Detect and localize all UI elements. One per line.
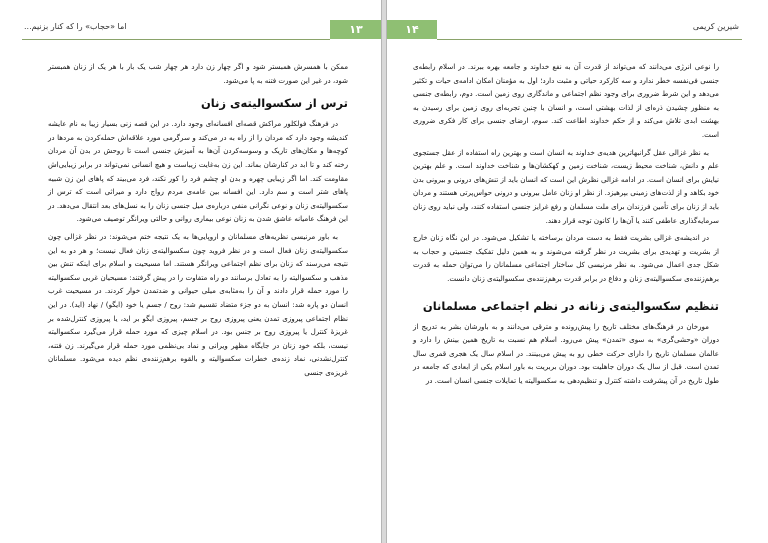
left-page-header: اما «حجاب» را که کنار بزنیم... [24,22,127,31]
left-header-rule [22,39,330,40]
right-paragraph-1: را نوعی انرژی می‌دانند که می‌تواند از قدرت آن به نفع خداوند و جامعه بهره ببرند. در اسلام رابطه‌ی جنسی فی‌نفسه خطر ندارد و سه کارکرد حیاتی و مثبت دارد؛ اول به مؤمنان امکان ادامه‌ی حیات و تکثیر می‌دهد و این شرط ضروری برای وجود نظم اجتماعی و ماندگاری روی زمین است. دوم، رابطه‌ی جنسی به منظور چشیدن ذره‌ای از لذات بهشتی است، و انسان با چنین تجربه‌ای روی زمین برای رسیدن به بهشت ابدی تلاش می‌کند و از حکم خداوند اطاعت کند. سوم، ارضای جنسی برای کار فکری ضروری است. [413,62,719,139]
left-paragraph-2: به باور مرنیسی نظریه‌های مسلمانان و اروپایی‌ها به یک نتیجه ختم می‌شوند: در نظر غزالی چون سکسوالیته‌ی زنان فعال است و در نظر فروید چون سکسوالیته‌ی زنان فعال نیست؛ و هر دو به این نتیجه می‌رسند که زنان برای نظم اجتماعی ویرانگر هستند. اما مسیحیت و اسلام برای اینکه تنش بین مذهب و سکسوالیته را به تعادل برسانند دو راه متفاوت را در پیش گرفتند: مسیحیان غربی سکسوالیته را مورد حمله قرار دادند و آن را به‌مثابه‌ی میلی حیوانی و ضدتمدن خوار کردند. در مسیحیت غرب انسان دو پاره شد: انسان به دو جزء متضاد تقسیم شد: روح / جسم یا خود (ایگو) / نهاد (اید). در این نظام اجتماعی پیروزی تمدن یعنی پیروزی روح بر جسم، پیروزی ایگو بر اید، یا پیروزی کنترل‌شده بر غریزهٔ کنترل یا پیروزی روح بر جنس بود. در اسلام چیزی که مورد حمله قرار می‌گیرد سکسوالیته نیست، بلکه خود زنان در جایگاه مظهر ویرانی و نماد بی‌نظمی مورد حمله قرار می‌گیرند. زن فتنه، کنترل‌نشدنی، نماد زنده‌ی خطرات سکسوالیته و بالقوه برهم‌زننده‌ی نظم دیده می‌شود. مسلمانان غریزه‌ی جنسی [48,231,348,377]
right-paragraph-2: به نظر غزالی عقل گرانبهاترین هدیه‌ی خداوند به انسان است و بهترین راه استفاده از عقل جستجوی علم و دانش، شناخت محیط زیست، شناخت زمین و کهکشان‌ها و شناخت خداوند است. و علم بهترین نیایش برای انسان است. در ادامه غزالی نظرش این است که انسان باید از تنش‌های درونی و بیرونی بدن خود بکاهد و از لذت‌های زمینی بپرهیزد. از نظر او زنان عامل بیرونی و درونی حواس‌پرتی هستند و مردان باید از زنان برای تأمین فرزندان برای ملت مسلمان و رفع غرایز جنسی استفاده کنند، ولی نباید روی زنان سرمایه‌گذاری عاطفی کنند یا آن‌ها را کانون توجه قرار دهند. [413,147,719,225]
left-section-heading: ترس از سکسوالیته‌ی زنان [200,96,348,111]
right-page-number: ۱۴ [387,20,437,39]
right-section-heading: تنظیم سکسوالیته‌ی زنانه در نظم اجتماعی مسلمانان [422,298,719,313]
right-page-header: شیرین کریمی [692,22,739,31]
right-page [386,0,768,543]
left-page [0,0,382,543]
left-page-body [48,60,348,383]
right-page-body [413,60,719,391]
left-paragraph-1: در فرهنگ فولکلور مراکش قصه‌ای افسانه‌ای وجود دارد. در این قصه زنی بسیار زیبا به نام عایشه کندیشه وجود دارد که مردان را از راه به در می‌کند و سرگرمی مورد علاقه‌اش حمله‌کردن به مردها در کوچه‌ها و مکان‌های تاریک و وسوسه‌کردن آن‌ها به آمیزش جنسی است تا روحش در بدن آن مردان رخنه کند و تا ابد در کنارشان بماند. این زن به‌غایت زیباست و هیچ انسانی نمی‌تواند در برابر زیبایی‌اش مقاومت کند. اما اگر زیبایی چهره و بدن او چشم فرد را کور نکند، فرد می‌بیند که پاهای این زن شبیه پاهای شتر است و سم دارد. این افسانه بین عامه‌ی مردم رواج دارد و میراثی است که ترس از سکسوالیته‌ی زنان و نوعی نگرانی منفی درباره‌ی میل جنسی زنان را به نسل‌های بعد انتقال می‌دهد. در این فرهنگ عامیانه عاشق شدن به زنان نوعی بیماری روانی و حالتی ویرانگر توصیف می‌شود. [48,119,348,224]
left-page-number: ۱۳ [330,20,382,39]
right-paragraph-4: مورخان در فرهنگ‌های مختلف تاریخ را پیش‌رونده و مترقی می‌دانند و به باورشان بشر به تدریج از دوران «وحشی‌گری» به سوی «تمدن» پیش می‌رود. اسلام هم نسبت به تاریخ همین بینش را دارد و عالمان مسلمان تاریخ را دارای حرکت خطی رو به پیش می‌بینند. در اسلام سال یک هجری قمری سال تمدن است. قبل از سال یک دوران جاهلیت بود. دوران بربریت به باور اسلام یکی از ابعادی که جامعه در طول تاریخ در آن پیشرفت داشته کنترل و تنظیم‌دهی به سکسوالیته یا تمایلات جنسی انسان است. در [413,321,719,385]
left-paragraph-continued: ممکن با همسرش همبستر شود و اگر چهار زن دارد هر چهار شب یک بار با هر یک از زنان همبستر شود، در غیر این صورت فتنه به پا می‌شود. [48,62,348,85]
right-paragraph-3: در اندیشه‌ی غزالی بشریت فقط به دست مردان برساخته یا تشکیل می‌شود. در این نگاه زنان خارج از بشریت و تهدیدی برای بشریت در نظر گرفته می‌شوند و به همین دلیل تفکیک جنسیتی و حجاب به شکل جدی اعمال می‌شود. به نظر مرنیسی کل ساختار اجتماعی مسلمانان را می‌توان حمله به قدرت برهم‌زننده‌ی سکسوالیته‌ی زنان و دفاع در برابر قدرت برهم‌زننده‌ی سکسوالیته‌ی زنان دانست. [413,233,719,283]
right-header-rule [437,39,742,40]
